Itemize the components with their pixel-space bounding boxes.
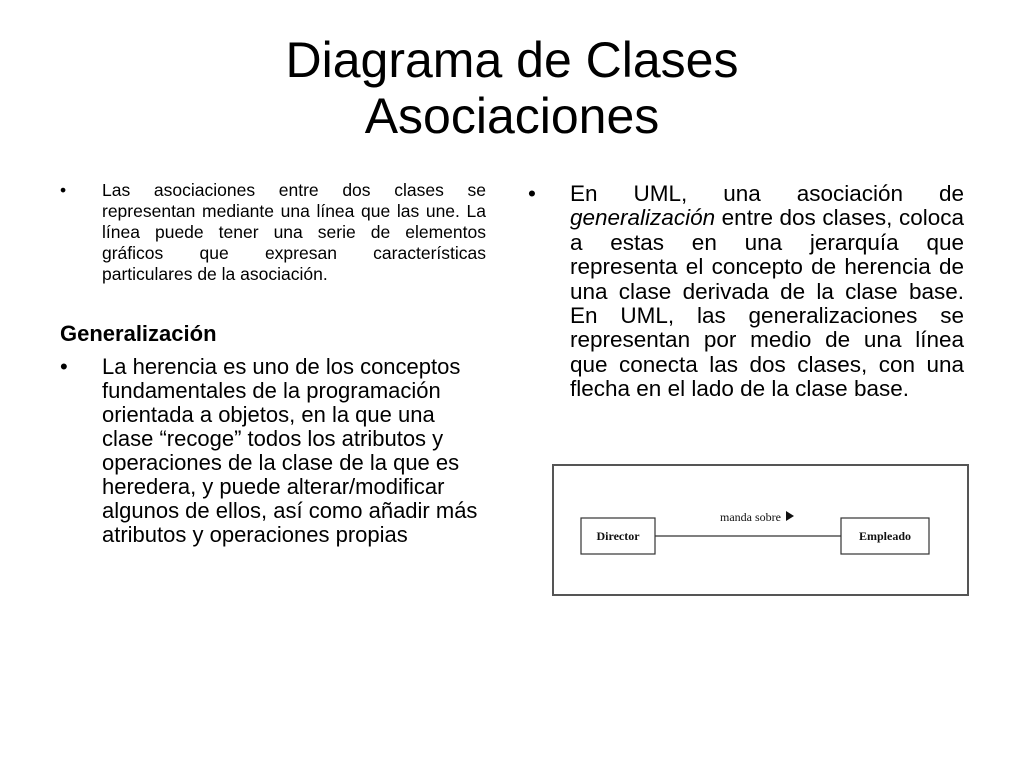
- bullet-associations-text: Las asociaciones entre dos clases se representan mediante una línea que las une. La línea puede tener una serie de elementos gráficos que expresan características particulares de la asociación.: [102, 180, 486, 284]
- bullet-dot: •: [60, 354, 68, 379]
- bullet-inheritance-text: La herencia es uno de los conceptos fundamentales de la programación orientada a objetos, en la que una clase “recoge” todos los atributos y operaciones de la clase de la que es heredera, y puede alterar/modificar algunos de ellos, así como añadir más atributos y operaciones propias: [102, 354, 478, 547]
- class-name-director: Director: [596, 529, 640, 543]
- right-column: [528, 182, 964, 402]
- bullet-uml-text-emphasis: generalización: [570, 205, 716, 231]
- association-label: manda sobre: [720, 510, 781, 524]
- triangle-right-icon: [786, 511, 794, 521]
- bullet-uml-generalization: [528, 182, 964, 402]
- bullet-uml-text-part1: En UML, una asociación de: [570, 181, 964, 206]
- bullet-uml-text-part2: entre dos clases, coloca a estas en una jerarquía que representa el concepto de herencia de una clase derivada de la clase base. En UML, las generalizaciones se representan por medio de una línea que conecta las dos clases, con una flecha en el lado de la clase base.: [570, 205, 964, 402]
- class-name-empleado: Empleado: [858, 529, 912, 543]
- bullet-dot: •: [528, 181, 536, 206]
- slide-title-line1: Diagrama de Clases: [285, 32, 739, 88]
- left-column: [60, 180, 486, 547]
- slide-title: [0, 32, 1024, 144]
- uml-diagram-canvas: [554, 466, 967, 594]
- generalization-heading: Generalización: [60, 321, 217, 346]
- uml-association-diagram: [552, 464, 969, 596]
- bullet-inheritance: [60, 355, 486, 547]
- bullet-associations: [60, 180, 486, 285]
- slide-title-line2: Asociaciones: [364, 88, 660, 144]
- bullet-dot: •: [60, 180, 67, 200]
